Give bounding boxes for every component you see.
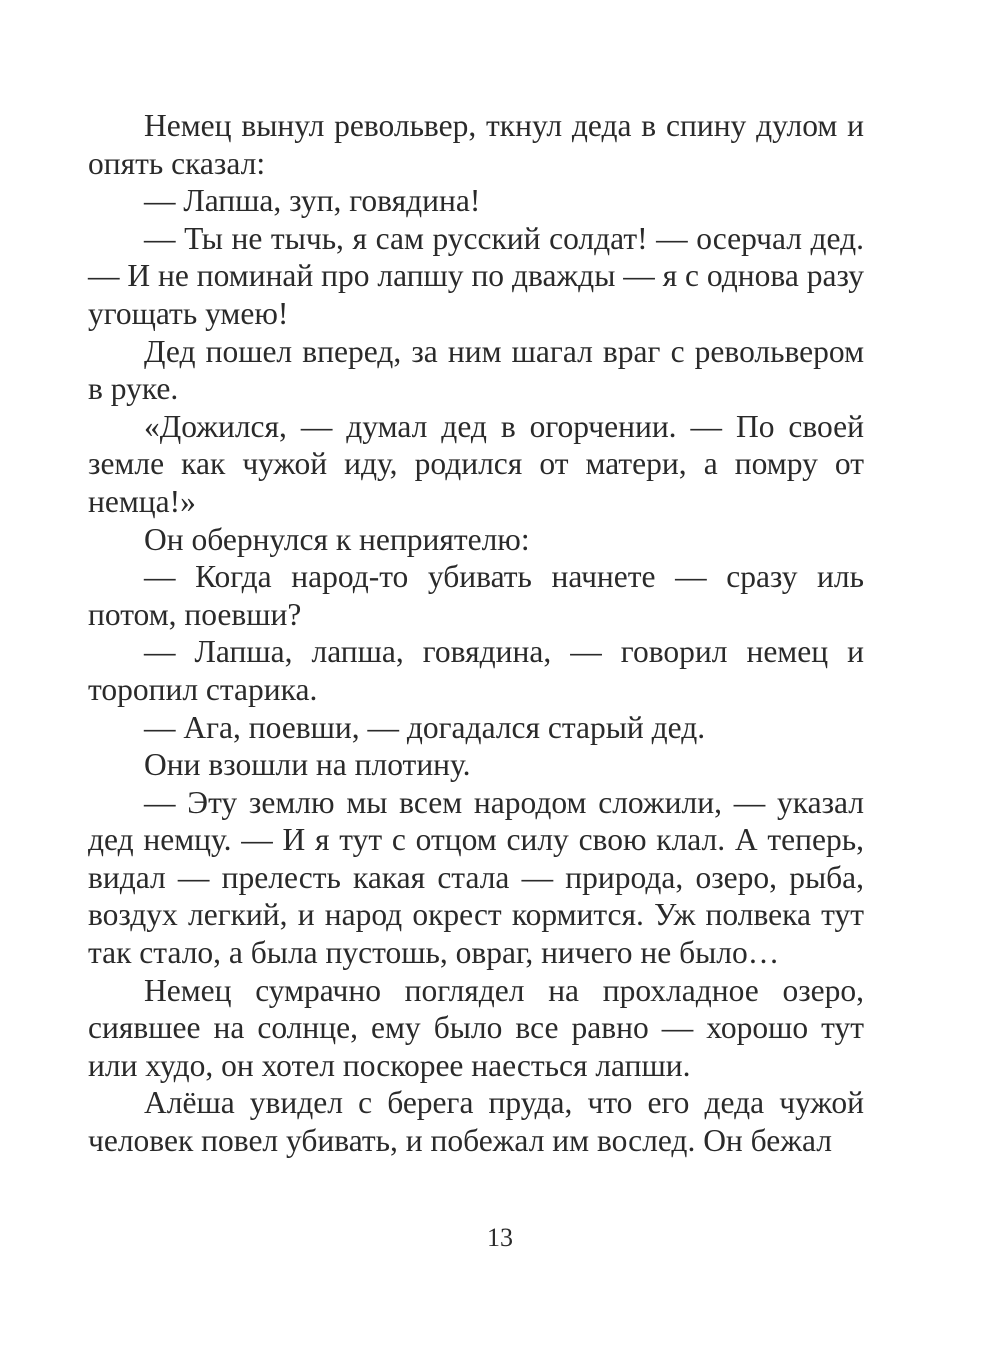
paragraph: — Эту землю мы всем народом сложили, — указал дед немцу. — И я тут с отцом силу свою клал. А теперь, видал — прелесть какая стала — природа, озеро, рыба, воздух легкий, и народ окрест кормится. Уж полвека тут так стало, а была пустошь, овраг, ничего не было…	[88, 784, 864, 971]
paragraph: — Лапша, лапша, говядина, — говорил немец и торопил старика.	[88, 634, 864, 707]
paragraph: Алёша увидел с берега пруда, что его деда чужой человек повел убивать, и побежал им вослед. Он бежал	[88, 1085, 864, 1159]
body-text	[88, 107, 864, 1160]
paragraph: «Дожился, — думал дед в огорчении. — По своей земле как чужой иду, родился от матери, а помру от немца!»	[88, 408, 864, 519]
paragraph: Дед пошел вперед, за ним шагал враг с револьвером в руке.	[88, 333, 864, 407]
page-number: 13	[487, 1223, 513, 1252]
paragraph: Они взошли на плотину.	[144, 747, 471, 783]
paragraph: — Ты не тычь, я сам русский солдат! — осерчал дед. — И не поминай про лапшу по дважды — я с однова разу угощать умею!	[88, 220, 864, 331]
paragraph: — Когда народ-то убивать начнете — сразу иль потом, поевши?	[88, 559, 864, 632]
paragraph: — Лапша, зуп, говядина!	[144, 183, 481, 219]
paragraph: Немец сумрачно поглядел на прохладное озеро, сиявшее на солнце, ему было все равно — хорошо тут или худо, он хотел поскорее наесться лапши.	[88, 972, 864, 1083]
paragraph: Немец вынул револьвер, ткнул деда в спину дулом и опять сказал:	[88, 108, 864, 181]
paragraph: — Ага, поевши, — догадался старый дед.	[144, 709, 706, 745]
paragraph: Он обернулся к неприятелю:	[144, 521, 530, 557]
